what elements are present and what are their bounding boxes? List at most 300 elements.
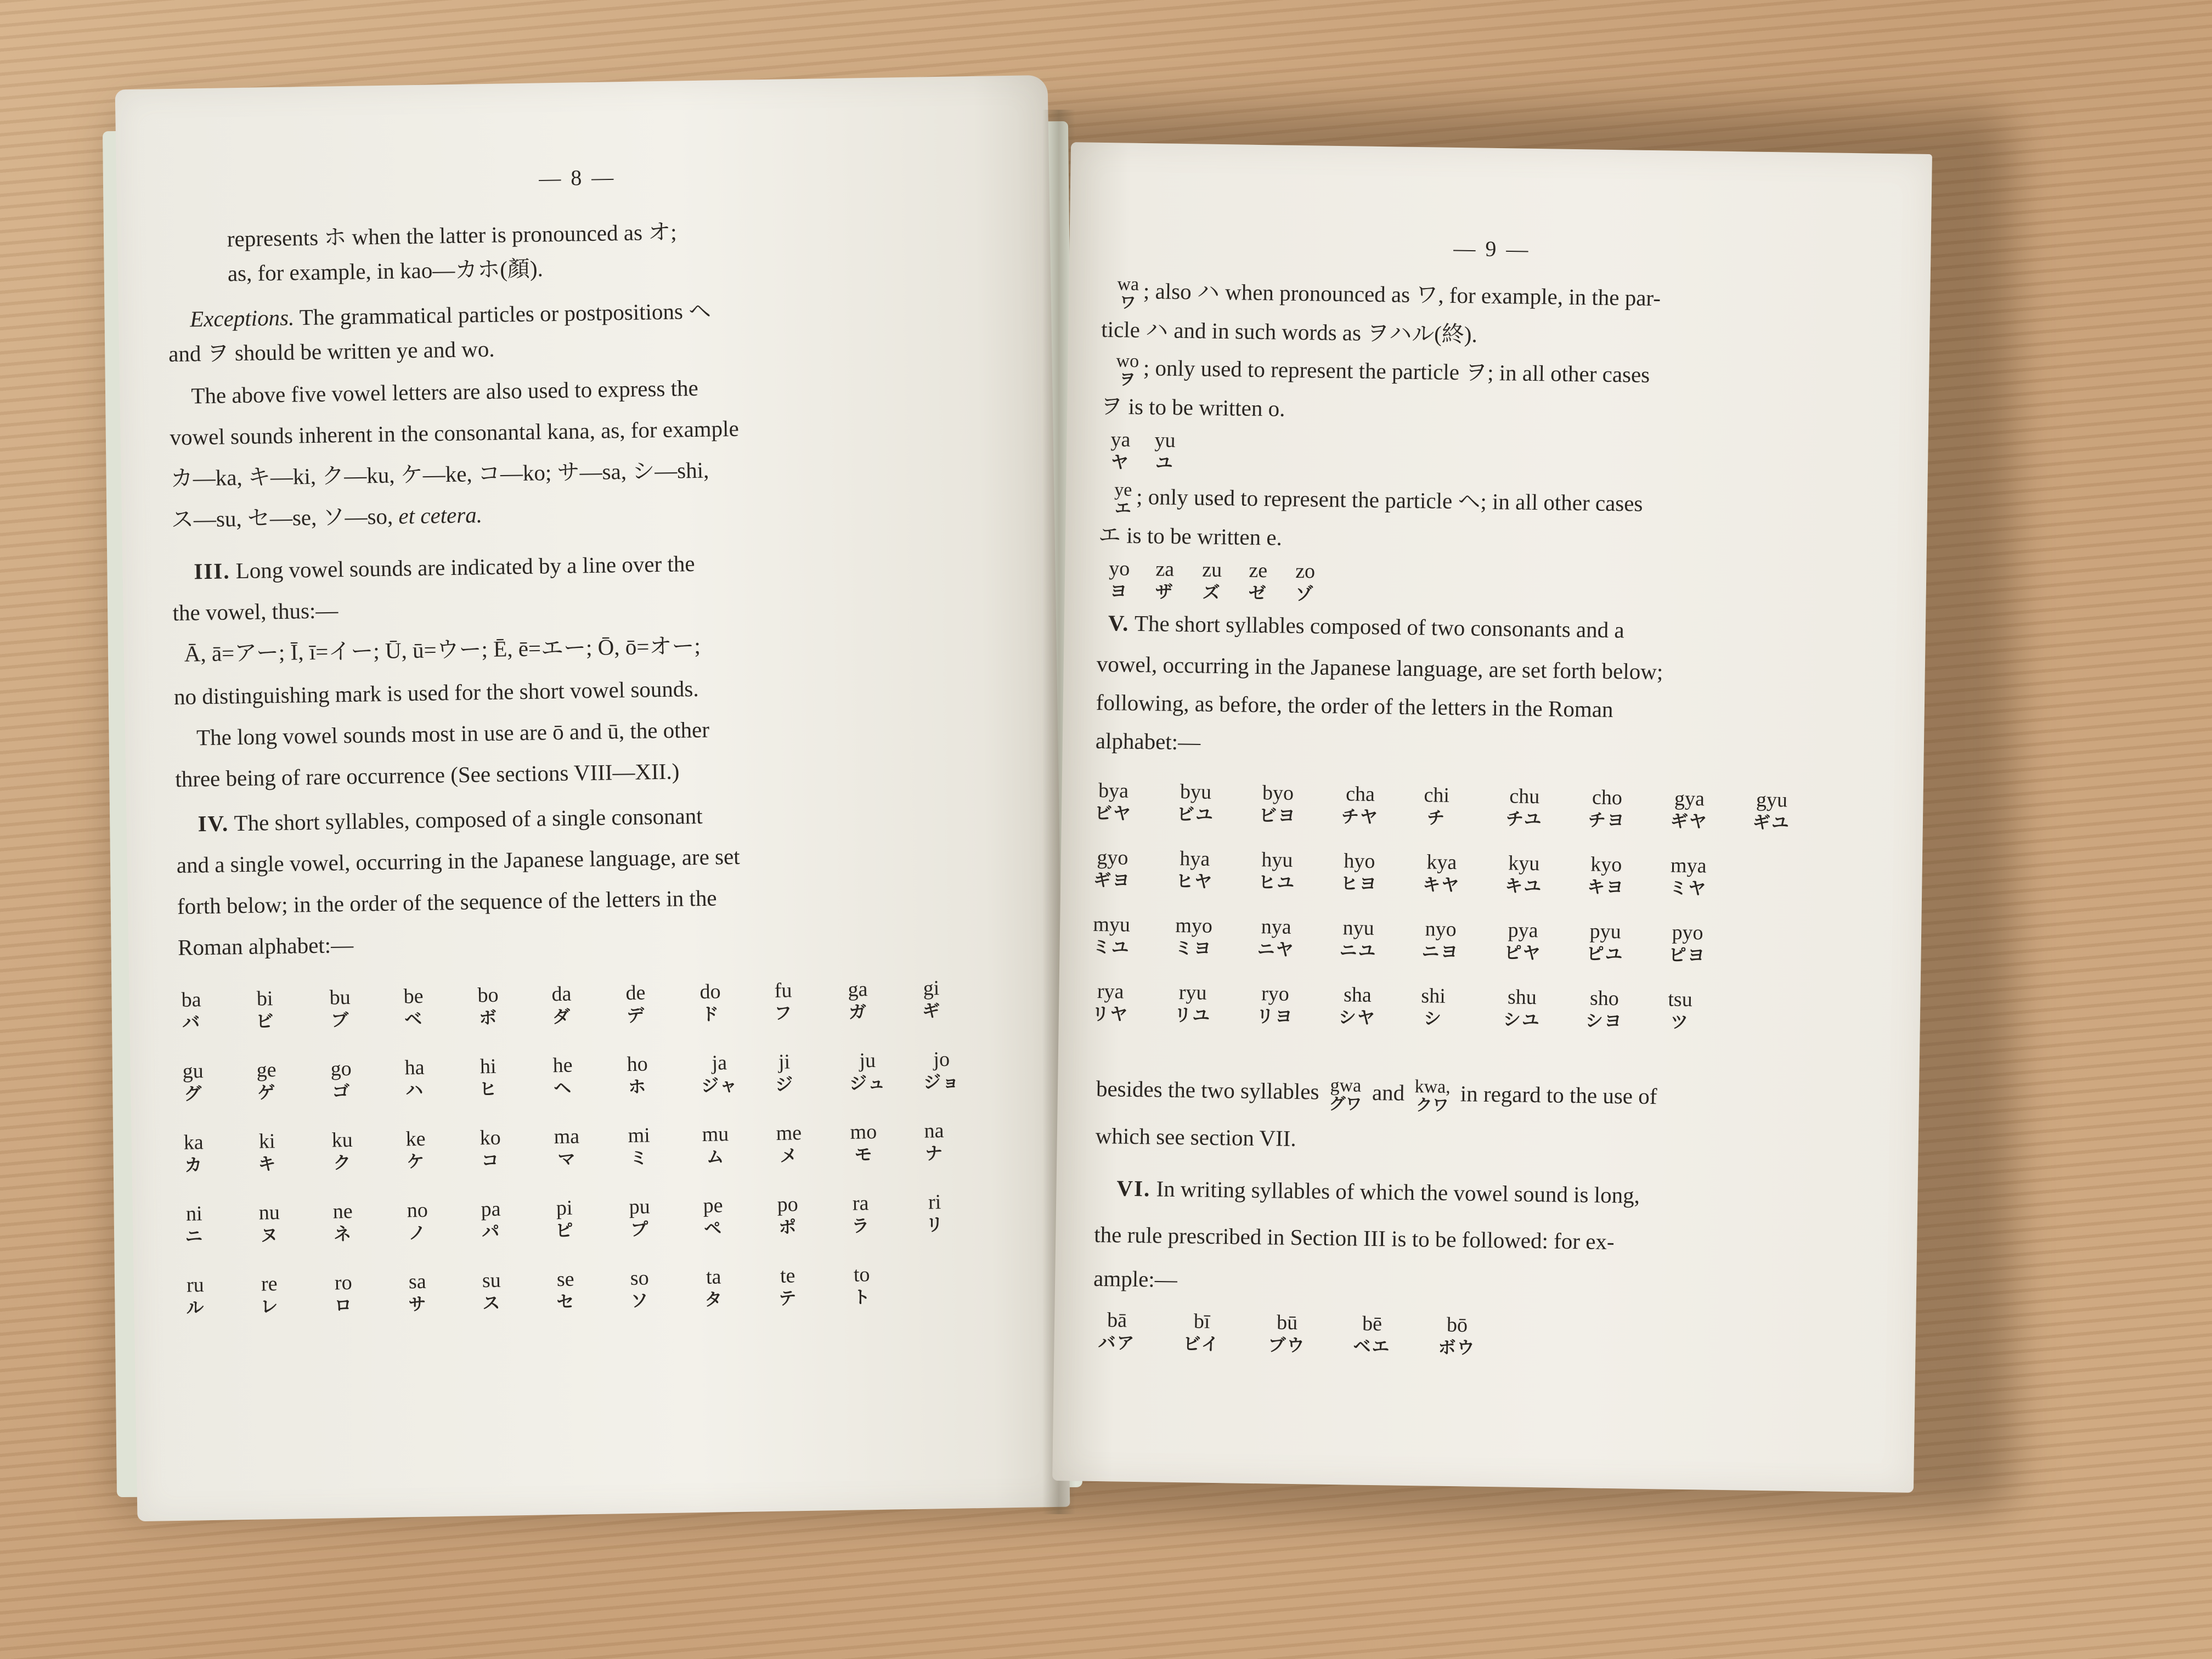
kana: シヨ: [1585, 1010, 1623, 1032]
kana: ミヨ: [1175, 937, 1212, 959]
syllable: [1668, 988, 1692, 1032]
romaji: byo: [1262, 781, 1294, 805]
romaji: hya: [1180, 847, 1210, 871]
kana: ギヨ: [1093, 869, 1131, 891]
syllable: [925, 1190, 944, 1235]
syllable: [183, 1131, 204, 1175]
romaji: gwa: [1330, 1075, 1362, 1096]
kana: メ: [780, 1144, 799, 1166]
kana: ジョ: [923, 1071, 961, 1093]
kana: ベエ: [1353, 1335, 1391, 1357]
kana: エ: [1114, 499, 1132, 518]
romaji: ku: [331, 1128, 353, 1152]
romaji: ryu: [1178, 981, 1207, 1005]
kana: カ: [184, 1154, 204, 1176]
text-span: and: [1372, 1079, 1405, 1105]
syllable: [701, 1051, 738, 1096]
syllable: [1174, 981, 1211, 1025]
syllable: [1588, 786, 1626, 830]
text-line: [171, 504, 483, 531]
text-line: as, for example, in kao—カホ(顏).: [227, 256, 544, 286]
syllable: [551, 983, 572, 1027]
romaji: chu: [1509, 785, 1540, 809]
kana: ベ: [404, 1008, 424, 1030]
kana: ノ: [408, 1222, 427, 1244]
romaji: sha: [1343, 983, 1372, 1007]
syllable: [1438, 1313, 1476, 1358]
text-line: ample:—: [1093, 1265, 1178, 1293]
kana: ボ: [478, 1007, 498, 1028]
text-line: the rule prescribed in Section III is to be followed: for ex-: [1093, 1221, 1615, 1255]
kana: ハ: [405, 1079, 425, 1101]
kana: ヤ: [1110, 451, 1130, 473]
romaji: ja: [712, 1051, 727, 1075]
romaji: ko: [479, 1126, 501, 1150]
kana: キヨ: [1587, 876, 1625, 898]
romaji: cha: [1345, 782, 1375, 806]
syllable: [477, 984, 499, 1028]
syllable: [256, 1058, 276, 1103]
romaji: to: [853, 1263, 870, 1286]
kana: ソ: [630, 1290, 650, 1311]
romaji: ki: [258, 1130, 275, 1153]
syllable: [405, 1127, 426, 1172]
syllable: [625, 981, 646, 1026]
syllable: [1587, 853, 1625, 897]
kana: ド: [701, 1003, 720, 1025]
text-line: ヲ is to be written o.: [1100, 393, 1285, 421]
syllable: [482, 1269, 501, 1313]
romaji: ga: [848, 978, 868, 1001]
text-line: [1110, 480, 1643, 524]
text-line: no distinguishing mark is used for the short vowel sounds.: [173, 675, 699, 709]
kana: ピヨ: [1668, 944, 1706, 966]
text-span: ; also ハ when pronounced as ワ, for example, in the par-: [1143, 278, 1661, 311]
kana: サ: [408, 1293, 427, 1315]
syllable: [407, 1199, 428, 1243]
syllable: [1256, 982, 1294, 1026]
kana: ロ: [334, 1294, 353, 1316]
text-line: カ—ka, キ—ki, ク—ku, ケ—ke, コ—ko; サ—sa, シ—shi,: [170, 457, 709, 492]
romaji: shu: [1507, 985, 1537, 1009]
romaji: ta: [706, 1265, 721, 1289]
romaji: no: [407, 1198, 428, 1222]
kana: ヒヨ: [1340, 872, 1378, 894]
syllable: [776, 1121, 802, 1166]
kana: ガ: [848, 1001, 868, 1023]
kana: ゲ: [257, 1081, 276, 1103]
syllable: [1183, 1310, 1220, 1354]
romaji: sa: [408, 1269, 426, 1294]
syllable: [255, 987, 274, 1031]
kana: ケ: [406, 1150, 426, 1172]
kana: バア: [1098, 1331, 1136, 1353]
kana: キ: [258, 1153, 277, 1175]
kana: キヤ: [1423, 873, 1460, 895]
kana: ジュ: [849, 1072, 887, 1094]
syllable: [702, 1122, 729, 1167]
romaji: so: [630, 1266, 649, 1290]
romaji: ho: [627, 1052, 648, 1076]
kana: リヤ: [1091, 1003, 1129, 1025]
romaji: mo: [850, 1120, 877, 1144]
kana: ヒヤ: [1176, 870, 1214, 892]
kana: ペ: [703, 1217, 723, 1239]
romaji: myo: [1175, 913, 1213, 938]
romaji: kwa,: [1414, 1076, 1451, 1097]
romaji: ra: [852, 1192, 869, 1215]
romaji: mya: [1670, 854, 1707, 878]
syllable: [1175, 914, 1212, 958]
romaji: be: [403, 984, 424, 1008]
syllable: [404, 1056, 425, 1101]
text-span: ス—su, セ—se, ソ—so,: [171, 503, 393, 532]
text-line: forth below; in the order of the sequence of the letters in the: [177, 885, 717, 919]
kana: ピヤ: [1504, 942, 1542, 963]
syllable: [1248, 559, 1267, 603]
formula-line: Ā, ā=アー; Ī, ī=イー; Ū, ū=ウー; Ē, ē=エー; Ō, ō=オー;: [184, 633, 701, 667]
syllable: [775, 1050, 794, 1094]
syllable: [1424, 783, 1450, 828]
syllable: [1669, 854, 1707, 899]
syllable: [628, 1124, 650, 1168]
syllable: [1154, 428, 1176, 473]
kana: モ: [854, 1143, 873, 1165]
syllable: [1753, 788, 1791, 833]
romaji: ge: [256, 1058, 276, 1082]
syllable: [556, 1268, 575, 1312]
kana: ゼ: [1248, 582, 1267, 603]
romaji: byu: [1180, 780, 1212, 804]
kana: ミ: [630, 1147, 649, 1169]
romaji: ba: [181, 988, 201, 1012]
syllable: [852, 1263, 871, 1307]
romaji: ryo: [1261, 982, 1290, 1006]
syllable: [478, 1055, 498, 1099]
syllable: [1353, 1312, 1391, 1357]
syllable: [1176, 847, 1214, 891]
syllable: [630, 1266, 649, 1311]
romaji: bē: [1362, 1312, 1383, 1336]
romaji: bō: [1446, 1313, 1468, 1337]
kana: ニヤ: [1257, 938, 1295, 960]
syllable: [1258, 848, 1296, 893]
romaji: nya: [1261, 915, 1291, 939]
romaji: ru: [186, 1273, 205, 1297]
romaji: yo: [1108, 557, 1130, 580]
syllable: [627, 1052, 648, 1097]
kana: シ: [1423, 1007, 1443, 1029]
kana: ビヤ: [1094, 802, 1132, 824]
syllable: [552, 1054, 573, 1098]
stacked-syllable: [1329, 1076, 1362, 1113]
romaji: pi: [556, 1196, 573, 1220]
romaji: me: [776, 1121, 802, 1145]
syllable: [554, 1125, 580, 1169]
romaji: mi: [628, 1124, 651, 1148]
text-line: and a single vowel, occurring in the Japanese language, are set: [176, 843, 740, 878]
text-line: エ is to be written e.: [1098, 522, 1283, 550]
kana: ザ: [1155, 581, 1174, 602]
kana: グワ: [1329, 1094, 1362, 1114]
syllable: [330, 1057, 352, 1102]
syllable: [1094, 779, 1132, 823]
romaji: ze: [1249, 558, 1268, 583]
syllable: [629, 1195, 650, 1239]
syllable: [186, 1273, 205, 1318]
romaji: gyo: [1097, 845, 1128, 870]
kana: ラ: [851, 1215, 871, 1237]
text-line: which see section VII.: [1095, 1122, 1296, 1152]
kana: ビ: [256, 1010, 275, 1032]
syllable: [850, 1120, 877, 1165]
syllable: [479, 1126, 501, 1171]
syllable: [1506, 785, 1543, 829]
syllable: [182, 1059, 204, 1104]
kana: ゴ: [332, 1080, 351, 1102]
syllable: [1201, 558, 1222, 603]
kana: マ: [557, 1148, 577, 1170]
romaji: bā: [1107, 1308, 1127, 1332]
syllable: [1108, 557, 1130, 601]
syllable: [258, 1201, 280, 1245]
text-line: [198, 805, 703, 835]
section-heading: V.: [1108, 610, 1130, 636]
section-heading: VI.: [1116, 1175, 1151, 1201]
text-line: The long vowel sounds most in use are ō and ū, the other: [196, 716, 710, 751]
syllable: [260, 1272, 279, 1317]
text-span: In writing syllables of which the vowel sound is long,: [1156, 1176, 1640, 1208]
romaji: pyu: [1589, 919, 1621, 944]
romaji: po: [777, 1193, 799, 1216]
romaji: ye: [1114, 479, 1132, 500]
romaji: pu: [629, 1195, 651, 1219]
kana: バ: [182, 1011, 201, 1033]
syllable: [181, 988, 201, 1032]
kana: ク: [333, 1152, 352, 1173]
syllable: [1155, 557, 1174, 602]
text-span: The short syllables composed of two consonants and a: [1134, 610, 1624, 643]
kana: ゾ: [1295, 583, 1314, 605]
text-line: [194, 552, 695, 583]
kana: タ: [704, 1289, 724, 1310]
syllable: [774, 979, 793, 1023]
text-span: besides the two syllables: [1096, 1075, 1319, 1104]
romaji: bī: [1193, 1310, 1210, 1333]
romaji: pa: [481, 1197, 501, 1221]
kana: シヤ: [1338, 1006, 1376, 1028]
text-line: and ヲ should be written ye and wo.: [168, 336, 495, 367]
kana: ヘ: [553, 1077, 573, 1098]
romaji: zo: [1295, 559, 1316, 583]
syllable: [1421, 984, 1446, 1029]
romaji: se: [556, 1267, 574, 1291]
kana: シユ: [1503, 1009, 1541, 1030]
text-line: following, as before, the order of the letters in the Roman: [1096, 689, 1613, 723]
kana: ピ: [555, 1220, 574, 1241]
syllable: [332, 1200, 353, 1244]
kana: ナ: [924, 1142, 944, 1164]
et-cetera: et cetera.: [398, 502, 483, 529]
kana: ム: [706, 1146, 725, 1167]
romaji: ma: [554, 1125, 580, 1149]
romaji: ni: [185, 1202, 202, 1226]
romaji: de: [625, 981, 646, 1005]
stacked-syllable: [1117, 274, 1139, 312]
romaji: pya: [1508, 918, 1538, 943]
text-span: Long vowel sounds are indicated by a line over the: [235, 551, 695, 584]
text-span: in regard to the use of: [1460, 1081, 1657, 1109]
romaji: hyo: [1344, 849, 1375, 873]
right-page: [1052, 142, 1932, 1493]
romaji: myu: [1093, 912, 1131, 936]
stacked-syllable: [1414, 1077, 1451, 1114]
kana: ギヤ: [1670, 810, 1708, 832]
kana: コ: [481, 1149, 500, 1171]
romaji: ha: [404, 1056, 425, 1080]
kana: ヲ: [1119, 370, 1136, 390]
kana: リユ: [1173, 1004, 1211, 1026]
syllable: [848, 978, 868, 1022]
kana: ニユ: [1339, 939, 1377, 961]
syllable: [922, 977, 941, 1021]
syllable: [1093, 846, 1131, 890]
syllable: [1341, 782, 1379, 827]
text-line: [1096, 1073, 1657, 1117]
kana: グ: [184, 1082, 203, 1104]
syllable: [924, 1119, 944, 1164]
syllable: [1585, 986, 1623, 1031]
romaji: re: [261, 1272, 278, 1296]
syllable: [408, 1270, 427, 1314]
romaji: ke: [405, 1127, 426, 1151]
kana: ジ: [775, 1073, 794, 1095]
text-line: [190, 300, 712, 330]
romaji: ne: [332, 1199, 353, 1223]
syllable: [1421, 917, 1459, 962]
kana: ヒユ: [1258, 871, 1296, 893]
romaji: fu: [774, 979, 792, 1002]
syllable: [1268, 1311, 1306, 1355]
kana: リヨ: [1256, 1005, 1294, 1027]
romaji: do: [699, 980, 721, 1003]
syllable: [1668, 921, 1706, 966]
syllable: [481, 1198, 501, 1242]
kana: ヒ: [479, 1078, 498, 1099]
romaji: ju: [859, 1048, 876, 1073]
section-heading: III.: [194, 558, 230, 584]
text-line: The above five vowel letters are also used to express the: [191, 375, 699, 409]
stacked-syllable: [1114, 480, 1132, 517]
kana: ニ: [185, 1225, 204, 1247]
romaji: gya: [1674, 787, 1705, 811]
kana: ヨ: [1109, 580, 1128, 602]
syllable: [703, 1194, 723, 1238]
syllable: [1586, 919, 1624, 964]
romaji: nyu: [1342, 916, 1374, 940]
romaji: kya: [1426, 850, 1457, 874]
kana: ポ: [778, 1216, 798, 1238]
romaji: chi: [1424, 783, 1450, 807]
kana: ピユ: [1586, 943, 1624, 965]
romaji: bu: [329, 985, 351, 1009]
text-span: ; only used to represent the particle ヲ; in all other cases: [1143, 355, 1650, 387]
syllable: [1505, 851, 1543, 896]
romaji: yu: [1154, 428, 1176, 452]
kana: ホ: [628, 1076, 647, 1097]
romaji: sho: [1589, 986, 1620, 1011]
romaji: ri: [928, 1190, 941, 1214]
syllable: [257, 1130, 276, 1174]
syllable: [851, 1192, 870, 1236]
kana: レ: [260, 1295, 279, 1317]
kana: ミユ: [1092, 936, 1130, 958]
romaji: hyu: [1261, 848, 1293, 872]
kana: デ: [626, 1005, 646, 1026]
syllable: [184, 1202, 204, 1246]
syllable: [329, 986, 351, 1030]
kana: セ: [556, 1291, 575, 1312]
romaji: jo: [933, 1047, 950, 1071]
kana: ヌ: [260, 1224, 279, 1246]
text-line: three being of rare occurrence (See sections VIII—XII.): [174, 758, 680, 792]
kana: ワ: [1119, 293, 1137, 313]
syllable: [555, 1197, 574, 1241]
romaji: nyo: [1425, 917, 1457, 941]
syllable: [1177, 780, 1215, 825]
text-line: [1108, 612, 1624, 641]
kana: ト: [853, 1286, 872, 1308]
romaji: za: [1155, 557, 1175, 581]
romaji: kyu: [1508, 851, 1540, 876]
text-span: ; only used to represent the particle ヘ; in all other cases: [1136, 483, 1643, 516]
kana: ユ: [1155, 452, 1175, 473]
syllable: [1098, 1308, 1136, 1353]
romaji: ro: [334, 1271, 352, 1295]
syllable: [1092, 913, 1130, 957]
text-line: the vowel, thus:—: [172, 597, 338, 625]
kana: ダ: [552, 1006, 572, 1027]
kana: ス: [482, 1292, 501, 1313]
romaji: he: [552, 1053, 573, 1077]
romaji: ji: [778, 1050, 791, 1074]
text-line: vowel sounds inherent in the consonantal kana, as, for example: [170, 415, 740, 450]
romaji: gyu: [1756, 788, 1788, 812]
text-line: [1113, 274, 1661, 319]
syllable: [1092, 980, 1129, 1024]
romaji: go: [330, 1057, 352, 1081]
kana: ボウ: [1438, 1336, 1476, 1358]
kana: パ: [482, 1221, 501, 1242]
kana: ビユ: [1176, 803, 1215, 825]
syllable: [1340, 849, 1378, 894]
romaji: ya: [1110, 428, 1131, 452]
romaji: da: [551, 982, 572, 1006]
romaji: su: [482, 1268, 501, 1293]
page-number-8: — 8 —: [538, 165, 616, 191]
romaji: wa: [1117, 274, 1139, 295]
page-number-9: — 9 —: [1453, 235, 1531, 262]
syllable: [1295, 560, 1315, 604]
syllable: [778, 1264, 797, 1308]
syllable: [1110, 428, 1131, 472]
romaji: cho: [1592, 786, 1623, 810]
text-line: ticle ハ and in such words as ヲハル(終).: [1101, 316, 1478, 347]
romaji: wo: [1116, 351, 1139, 371]
kana: リ: [925, 1214, 945, 1235]
romaji: hi: [479, 1054, 496, 1079]
romaji: gu: [182, 1059, 204, 1083]
